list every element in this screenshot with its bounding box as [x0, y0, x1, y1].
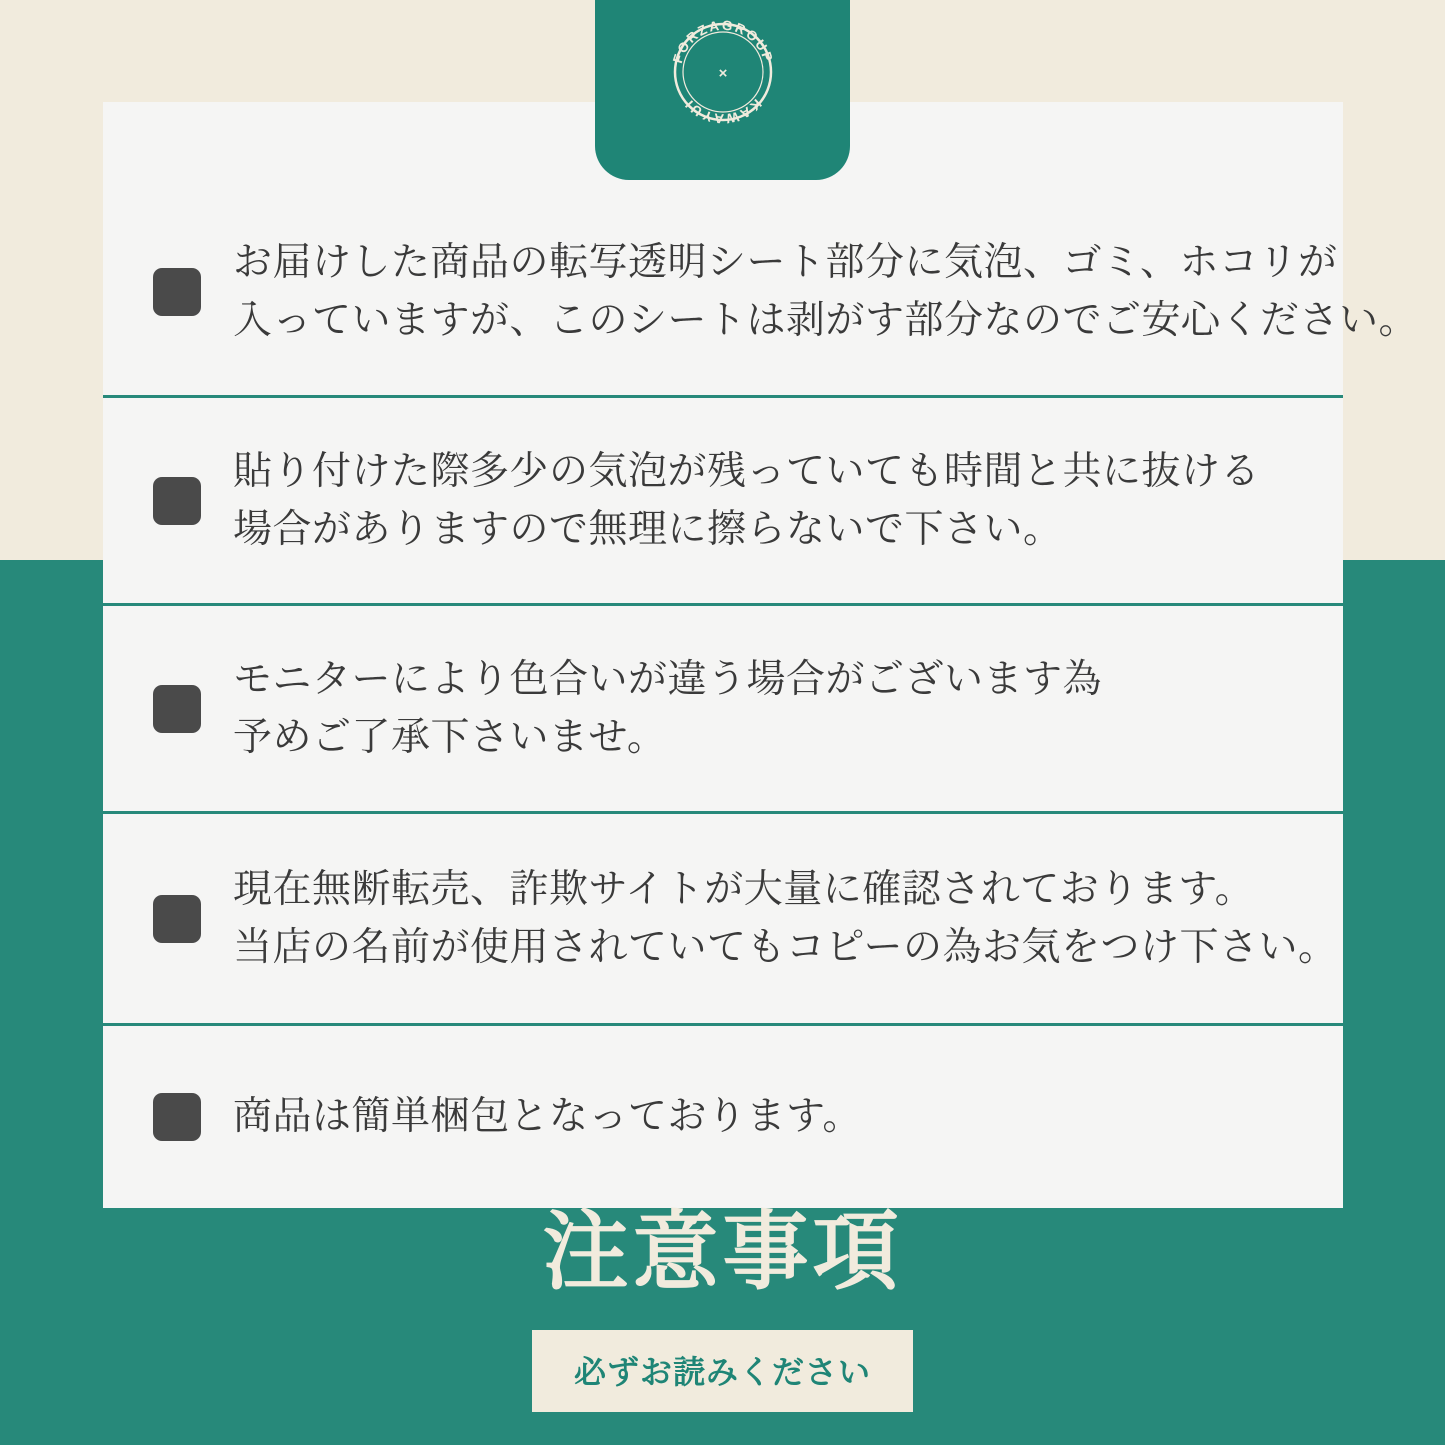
logo-bottom-text: KAWAYUI [680, 96, 765, 127]
square-bullet-icon [153, 268, 201, 316]
note-text [233, 234, 1418, 349]
note-text [233, 861, 1337, 976]
square-bullet-icon [153, 895, 201, 943]
square-bullet-icon [153, 477, 201, 525]
status-badge: 必ずお読みください [532, 1330, 913, 1412]
note-text [233, 1088, 862, 1146]
note-line: お届けした商品の転写透明シート部分に気泡、ゴミ、ホコリが [233, 240, 1338, 284]
note-line: 当店の名前が使用されていてもコピーの為お気をつけ下さい。 [233, 925, 1338, 969]
list-item [103, 1026, 1343, 1208]
note-line: 場合がありますので無理に擦らないで下さい。 [233, 507, 1063, 551]
note-line: 入っていますが、このシートは剥がす部分なのでご安心ください。 [233, 298, 1419, 342]
logo-top-text: FORZAGROUP [669, 17, 776, 66]
note-line: 予めご了承下さいませ。 [233, 715, 667, 759]
square-bullet-icon [153, 685, 201, 733]
list-item [103, 606, 1343, 814]
logo-center-mark: × [718, 65, 727, 82]
square-bullet-icon [153, 1093, 201, 1141]
page-title: 注意事項 [542, 1204, 903, 1300]
footer [0, 1205, 1445, 1412]
note-line: モニターにより色合いが違う場合がございます為 [233, 657, 1103, 701]
list-item [103, 398, 1343, 606]
list-item [103, 814, 1343, 1026]
notes-card [103, 102, 1419, 1208]
note-line: 貼り付けた際多少の気泡が残っていても時間と共に抜ける [233, 449, 1261, 493]
note-text [233, 651, 1102, 766]
brand-logo-badge [595, 0, 850, 180]
note-text [233, 443, 1260, 558]
logo-icon [648, 0, 798, 147]
note-line: 商品は簡単梱包となっております。 [233, 1095, 862, 1139]
note-line: 現在無断転売、詐欺サイトが大量に確認されております。 [233, 867, 1255, 911]
